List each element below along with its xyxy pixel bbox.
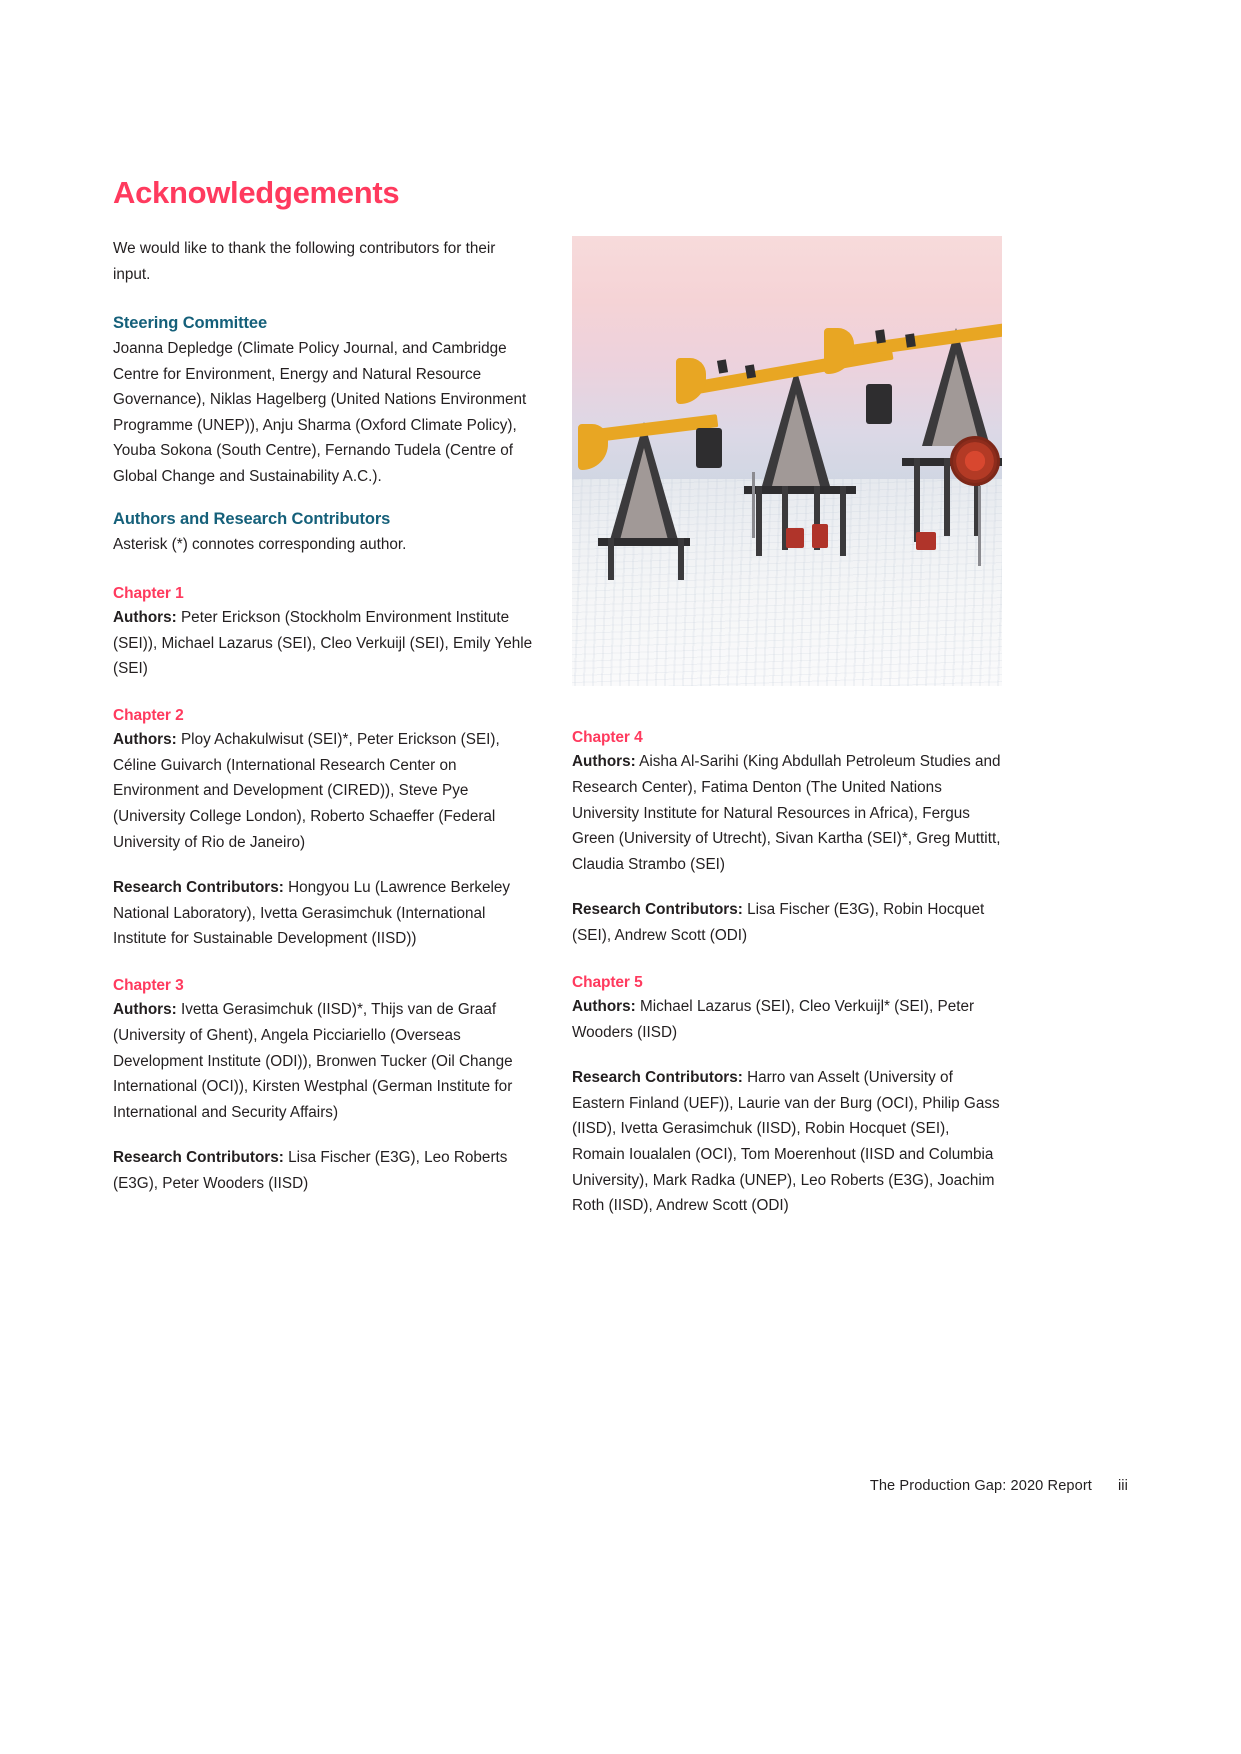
page-footer [870,1478,1128,1494]
authors-contributors-heading: Authors and Research Contributors [113,510,391,529]
chapter-5-contributors [572,1065,1002,1219]
chapter-3-authors [113,997,533,1125]
steering-committee-body: Joanna Depledge (Climate Policy Journal, and Cambridge Centre for Environment, Energy and Natural Resource Governance), Niklas Hagelberg (United Nations Environment Programme (UNEP)), Anju Sharma (Oxford Climate Policy), Youba Sokona (South Centre), Fernando Tudela (Centre of Global Change and Sustainability A.C.). [113,339,527,485]
contributors-label: Research Contributors: [113,879,284,897]
authors-value: Aisha Al-Sarihi (King Abdullah Petroleum Studies and Research Center), Fatima Denton (The United Nations University Institute for Natural Resources in Africa), Fergus Green (University of Utrecht), Sivan Kartha (SEI)*, Greg Muttitt, Claudia Strambo (SEI) [572,753,1001,873]
valve-wheel [950,436,1000,486]
chapter-3-heading: Chapter 3 [113,976,184,994]
chapter-1-authors [113,605,533,682]
footer-report-title: The Production Gap: 2020 Report [869,1478,1092,1494]
authors-value: Ivetta Gerasimchuk (IISD)*, Thijs van de Graaf (University of Ghent), Angela Picciariello (Overseas Development Institute (ODI)), Bronwen Tucker (Oil Change International (OCI)), Kirsten Westphal (German Institute for International and Security Affairs) [113,1001,513,1121]
authors-label: Authors: [113,609,177,627]
left-column [113,236,533,1216]
chapter-1-heading: Chapter 1 [113,584,184,602]
authors-value: Peter Erickson (Stockholm Environment Institute (SEI)), Michael Lazarus (SEI), Cleo Verkuijl (SEI), Emily Yehle (SEI) [113,609,533,678]
authors-label: Authors: [113,731,177,749]
utility-pole [752,472,755,538]
contributors-value: Lisa Fischer (E3G), Robin Hocquet (SEI), Andrew Scott (ODI) [572,901,985,945]
authors-label: Authors: [572,998,636,1015]
page-content [113,175,1003,1215]
authors-value: Ploy Achakulwisut (SEI)*, Peter Erickson (SEI), Céline Guivarch (International Research Center on Environment and Development (CIRED)), Steve Pye (University College London), Roberto Schaeffer (Federal University of Rio de Janeiro) [113,731,500,851]
chapter-5-heading: Chapter 5 [572,973,643,991]
wellhead-cluster [812,524,828,548]
footer-page-number: iii [1117,1478,1128,1494]
chapter-4-authors [572,749,1002,877]
contributors-label: Research Contributors: [113,1149,284,1167]
right-column [572,728,1002,1239]
authors-label: Authors: [113,1001,177,1019]
page-title: Acknowledgements [113,175,400,210]
pumpjack-photo [572,236,1002,686]
photo-container [572,236,1002,686]
chapter-2-authors [113,727,533,855]
contributors-value: Hongyou Lu (Lawrence Berkeley National Laboratory), Ivetta Gerasimchuk (International Institute for Sustainable Development (IISD)) [113,879,511,948]
contributors-label: Research Contributors: [572,901,743,919]
contributors-label: Research Contributors: [572,1069,743,1087]
chapter-5-authors [572,994,1002,1045]
authors-value: Michael Lazarus (SEI), Cleo Verkuijl* (SEI), Peter Wooders (IISD) [572,998,975,1041]
contributors-value: Harro van Asselt (University of Eastern Finland (UEF)), Laurie van der Burg (OCI), Philip Gass (IISD), Ivetta Gerasimchuk (IISD), Robin Hocquet (SEI), Romain Ioualalen (OCI), Tom Moerenhout (IISD and Columbia University), Mark Radka (UNEP), Leo Roberts (E3G), Joachim Roth (IISD), Andrew Scott (ODI) [572,1069,1000,1215]
steering-committee-heading: Steering Committee [113,314,268,333]
wellhead-cluster [786,528,804,548]
chapter-3-contributors [113,1145,533,1196]
chapter-4-heading: Chapter 4 [572,729,643,747]
utility-pole [978,486,981,566]
chapter-2-heading: Chapter 2 [113,706,184,724]
contributors-value: Lisa Fischer (E3G), Leo Roberts (E3G), Peter Wooders (IISD) [113,1149,508,1192]
chapter-4-contributors [572,897,1002,948]
intro-paragraph: We would like to thank the following contributors for their input. [113,240,496,283]
authors-label: Authors: [572,753,636,771]
wellhead-cluster [916,532,936,550]
chapter-2-contributors [113,875,533,952]
asterisk-note: Asterisk (*) connotes corresponding author. [113,536,407,554]
